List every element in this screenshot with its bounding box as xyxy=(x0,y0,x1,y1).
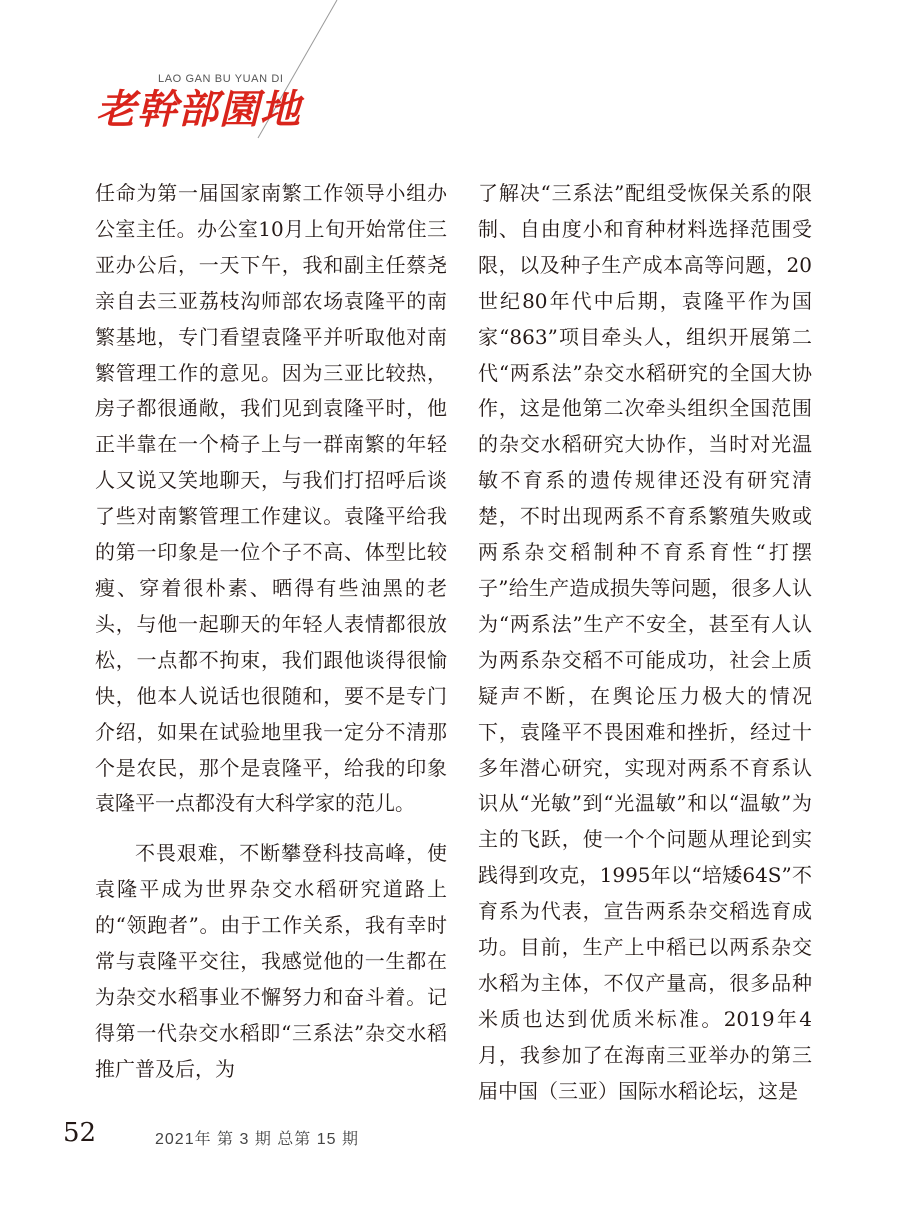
paragraph: 了解决“三系法”配组受恢保关系的限制、自由度小和育种材料选择范围受限，以及种子生产成本高等问题，20世纪80年代中后期，袁隆平作为国家“863”项目牵头人，组织开展第二代“两系法”杂交水稻研究的全国大协作，这是他第二次牵头组织全国范围的杂交水稻研究大协作，当时对光温敏不育系的遗传规律还没有研究清楚，不时出现两系不育系繁殖失败或两系杂交稻制种不育系育性“打摆子”给生产造成损失等问题，很多人认为“两系法”生产不安全，甚至有人认为两系杂交稻不可能成功，社会上质疑声不断，在舆论压力极大的情况下，袁隆平不畏困难和挫折，经过十多年潜心研究，实现对两系不育系认识从“光敏”到“光温敏”和以“温敏”为主的飞跃，使一个个问题从理论到实践得到攻克，1995年以“培矮64S”不育系为代表，宣告两系杂交稻选育成功。目前，生产上中稻已以两系杂交水稻为主体，不仅产量高，很多品种米质也达到优质米标准。2019年4月，我参加了在海南三亚举办的第三届中国（三亚）国际水稻论坛，这是 xyxy=(478,181,812,1103)
page-number: 52 xyxy=(63,1118,97,1148)
issue-info: 2021年 第 3 期 总第 15 期 xyxy=(155,1131,359,1148)
brand-pinyin: LAO GAN BU YUAN DI xyxy=(158,73,284,85)
brand-logo-title: 老幹部園地 xyxy=(96,86,301,133)
article-left-column xyxy=(95,176,447,1088)
article-right-column xyxy=(478,176,812,1110)
paragraph: 任命为第一届国家南繁工作领导小组办公室主任。办公室10月上旬开始常住三亚办公后，一天下午，我和副主任蔡尧亲自去三亚荔枝沟师部农场袁隆平的南繁基地，专门看望袁隆平并听取他对南繁管理工作的意见。因为三亚比较热，房子都很通敞，我们见到袁隆平时，他正半靠在一个椅子上与一群南繁的年轻人又说又笑地聊天，与我们打招呼后谈了些对南繁管理工作建议。袁隆平给我的第一印象是一位个子不高、体型比较瘦、穿着很朴素、晒得有些油黑的老头，与他一起聊天的年轻人表情都很放松，一点都不拘束，我们跟他谈得很愉快，他本人说话也很随和，要不是专门介绍，如果在试验地里我一定分不清那个是农民，那个是袁隆平，给我的印象袁隆平一点都没有大科学家的范儿。 xyxy=(95,181,447,816)
paragraph: 不畏艰难，不断攀登科技高峰，使袁隆平成为世界杂交水稻研究道路上的“领跑者”。由于工作关系，我有幸时常与袁隆平交往，我感觉他的一生都在为杂交水稻事业不懈努力和奋斗着。记得第一代杂交水稻即“三系法”杂交水稻推广普及后，为 xyxy=(95,841,447,1081)
